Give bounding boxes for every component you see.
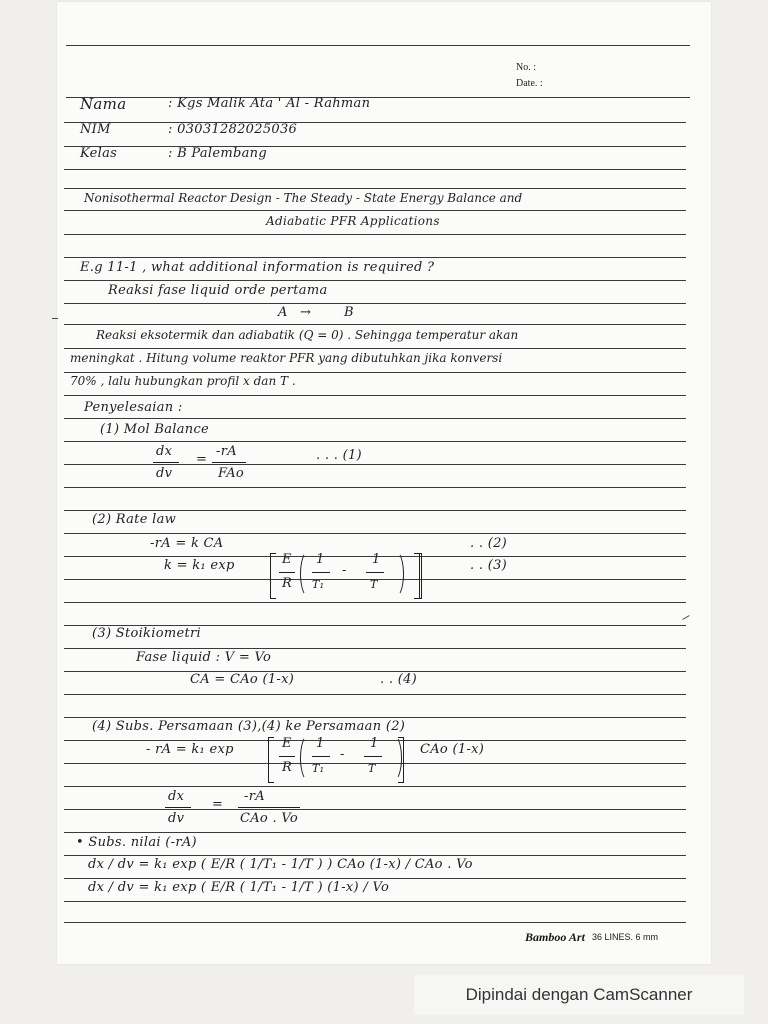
- eq5-right: CAo (1-x): [420, 742, 485, 757]
- rule-line: [64, 602, 686, 603]
- rule-line: [64, 324, 686, 325]
- rule-line: [64, 372, 686, 373]
- eq5-close-bracket: [398, 737, 404, 783]
- rule-line: [64, 210, 686, 211]
- eq2-tag: . . (2): [470, 536, 508, 551]
- eq1-den-right: FAo: [218, 466, 245, 481]
- reaction-arrow: →: [300, 305, 312, 320]
- eq5-left: - rA = k₁ exp: [146, 742, 234, 757]
- scanner-watermark: Dipindai dengan CamScanner: [414, 975, 744, 1015]
- eq4-tag: . . (4): [380, 672, 418, 687]
- eq4: CA = CAo (1-x): [190, 672, 295, 687]
- paper-spec: 36 LINES. 6 mm: [592, 932, 659, 942]
- title-line-1: Nonisothermal Reactor Design - The Steady - State Energy Balance and: [84, 191, 523, 205]
- final-eq-2: dx / dv = k₁ exp ( E/R ( 1/T₁ - 1/T ) (1-x) / Vo: [88, 880, 390, 895]
- rule-line: [64, 395, 686, 396]
- eq1-den-left: dv: [156, 466, 173, 481]
- eq5-one-1: 1: [316, 736, 325, 751]
- eq5-open-bracket: [268, 737, 274, 783]
- eq5-fraction-bar: [279, 756, 295, 757]
- rule-line: [64, 188, 686, 189]
- rule-line: [64, 487, 686, 488]
- rule-line: [64, 122, 686, 123]
- eq5-T: T: [368, 762, 376, 775]
- rule-line: [64, 717, 686, 718]
- eq1-fraction-bar: [212, 462, 246, 463]
- eq3-fraction-bar: [312, 572, 330, 573]
- eq5-minus: -: [340, 747, 345, 762]
- eq3-left: k = k₁ exp: [164, 558, 235, 573]
- eq3-one-2: 1: [372, 552, 381, 567]
- rule-line: [64, 234, 686, 235]
- eq5-fraction-bar: [364, 756, 382, 757]
- rule-line: [64, 694, 686, 695]
- mol-balance-heading: (1) Mol Balance: [100, 422, 210, 437]
- nim-value: : 03031282025036: [168, 122, 298, 137]
- rate-law-heading: (2) Rate law: [92, 512, 177, 527]
- reaction-b: B: [344, 305, 354, 320]
- eq6-num-right: -rA: [244, 789, 265, 804]
- stoich-heading: (3) Stoikiometri: [92, 626, 201, 641]
- eq3-close-bracket: [419, 553, 422, 599]
- eq1-num-right: -rA: [216, 444, 237, 459]
- subs-nilai: • Subs. nilai (-rA): [76, 835, 197, 850]
- rule-line: [64, 257, 686, 258]
- rule-line: [64, 464, 686, 465]
- eq6-num-left: dx: [168, 789, 185, 804]
- rule-line: [64, 901, 686, 902]
- rule-line: [64, 441, 686, 442]
- kelas-value: : B Palembang: [168, 146, 267, 161]
- eq3-open-bracket: [270, 553, 276, 599]
- problem-desc-2: meningkat . Hitung volume reaktor PFR yang dibutuhkan jika konversi: [70, 351, 503, 365]
- solution-heading: Penyelesaian :: [84, 400, 183, 415]
- eq3-fraction-bar: [366, 572, 384, 573]
- eq3-R: R: [282, 576, 293, 591]
- example-heading: E.g 11-1 , what additional information is required ?: [80, 260, 435, 275]
- rule-line: [64, 671, 686, 672]
- rule-line: [64, 786, 686, 787]
- rule-line: [64, 832, 686, 833]
- rule-line: [64, 648, 686, 649]
- eq3-fraction-bar: [279, 572, 295, 573]
- subs-heading: (4) Subs. Persamaan (3),(4) ke Persamaan (2): [92, 719, 406, 734]
- margin-tick: [52, 318, 58, 319]
- eq5-fraction-bar: [312, 756, 330, 757]
- nama-value: : Kgs Malik Ata ' Al - Rahman: [168, 96, 371, 111]
- problem-desc-1: Reaksi eksotermik dan adiabatik (Q = 0) . Sehingga temperatur akan: [96, 328, 519, 342]
- rule-line: [64, 809, 686, 810]
- eq3-close-paren: [388, 551, 404, 597]
- rule-line: [66, 45, 690, 46]
- eq3-one-1: 1: [316, 552, 325, 567]
- no-label: No. :: [516, 62, 536, 73]
- rule-line: [64, 922, 686, 923]
- eq1-tag: . . . (1): [316, 448, 362, 463]
- eq3-tag: . . (3): [470, 558, 508, 573]
- nama-label: Nama: [80, 95, 127, 113]
- brand-logo: Bamboo Art: [525, 930, 585, 944]
- rule-line: [64, 510, 686, 511]
- eq1-equals: =: [196, 452, 208, 467]
- eq6-den-left: dv: [168, 811, 185, 826]
- eq3-T1: T₁: [312, 578, 325, 591]
- final-eq-1: dx / dv = k₁ exp ( E/R ( 1/T₁ - 1/T ) ) CAo (1-x) / CAo . Vo: [88, 857, 473, 872]
- reaction-a: A: [278, 305, 288, 320]
- rule-line: [64, 878, 686, 879]
- title-line-2: Adiabatic PFR Applications: [266, 214, 440, 228]
- eq6-equals: =: [212, 797, 224, 812]
- rule-line: [64, 146, 686, 147]
- eq5-E: E: [282, 736, 292, 751]
- problem-desc-3: 70% , lalu hubungkan profil x dan T .: [70, 374, 296, 388]
- rule-line: [64, 303, 686, 304]
- eq3-minus: -: [342, 563, 347, 578]
- problem-line-1: Reaksi fase liquid orde pertama: [108, 283, 328, 298]
- fase-liquid: Fase liquid : V = Vo: [136, 650, 272, 665]
- eq3-T: T: [370, 578, 378, 591]
- eq6-den-right: CAo . Vo: [240, 811, 298, 826]
- rule-line: [64, 348, 686, 349]
- nim-label: NIM: [80, 122, 111, 137]
- eq2: -rA = k CA: [150, 536, 224, 551]
- eq1-fraction-bar: [153, 462, 179, 463]
- eq1-num-left: dx: [156, 444, 173, 459]
- eq5-T1: T₁: [312, 762, 325, 775]
- eq6-fraction-bar: [238, 807, 300, 808]
- eq3-E: E: [282, 552, 292, 567]
- rule-line: [64, 169, 686, 170]
- eq5-one-2: 1: [370, 736, 379, 751]
- kelas-label: Kelas: [80, 146, 118, 161]
- eq5-R: R: [282, 760, 293, 775]
- rule-line: [64, 418, 686, 419]
- rule-line: [64, 533, 686, 534]
- rule-line: [64, 280, 686, 281]
- rule-line: [66, 97, 690, 98]
- rule-line: [64, 855, 686, 856]
- date-label: Date. :: [516, 78, 543, 89]
- eq6-fraction-bar: [165, 807, 191, 808]
